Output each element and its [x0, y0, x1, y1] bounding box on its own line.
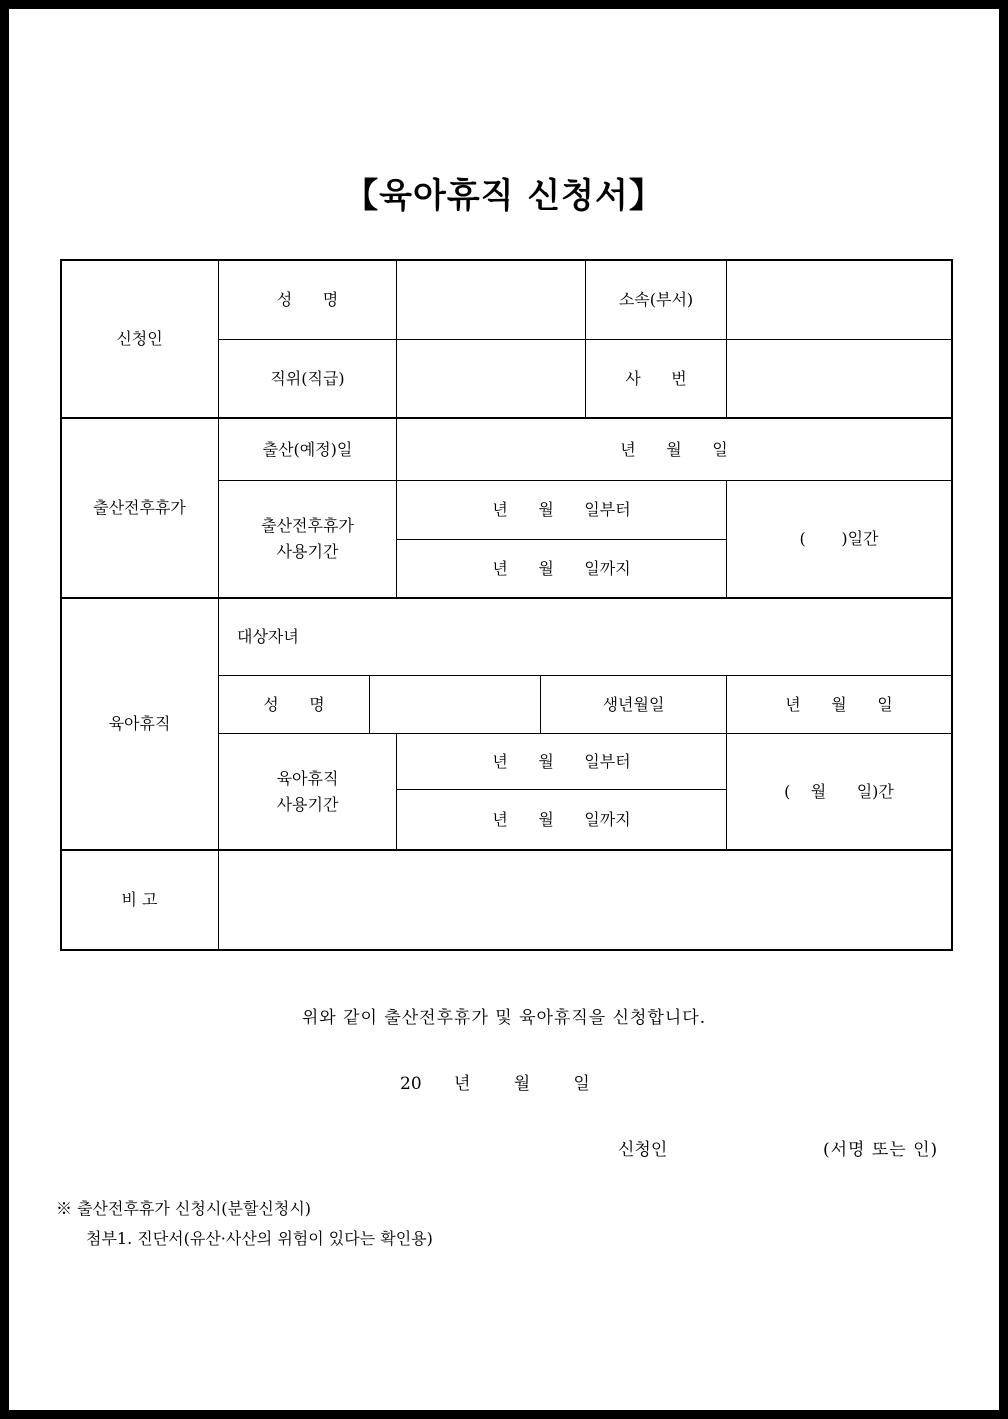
department-field[interactable]	[727, 260, 951, 339]
position-field[interactable]	[397, 340, 585, 418]
applicant-section-label: 신청인	[116, 329, 163, 348]
footnote-line2: 첨부1. 진단서(유산·사산의 위험이 있다는 확인용)	[86, 1229, 433, 1248]
maternity-to-field[interactable]: 년 월 일까지	[492, 558, 631, 578]
childcare-period-label-line2: 사용기간	[276, 794, 339, 814]
remarks-field[interactable]	[219, 851, 951, 949]
maternity-from-field[interactable]: 년 월 일부터	[492, 500, 631, 519]
application-date[interactable]: 20 년 월 일	[400, 1074, 590, 1094]
position-label: 직위(직급)	[270, 369, 345, 388]
childcare-duration-field[interactable]: ( 월 일)간	[784, 781, 894, 801]
remarks-label: 비 고	[121, 890, 158, 909]
page-title: 【육아휴직 신청서】	[344, 176, 664, 216]
birth-date-field[interactable]: 년 월 일	[785, 694, 893, 714]
department-label: 소속(부서)	[618, 289, 694, 309]
target-child-label: 대상자녀	[237, 627, 299, 646]
childcare-period-label-line1: 육아휴직	[276, 768, 339, 788]
table-border-right	[951, 259, 953, 951]
maternity-period-label-line1: 출산전후휴가	[261, 516, 354, 535]
childcare-from-field[interactable]: 년 월 일부터	[492, 751, 631, 771]
childcare-to-field[interactable]: 년 월 일까지	[492, 809, 631, 829]
signature-label: 신청인	[618, 1140, 668, 1160]
childcare-period-label	[219, 734, 396, 849]
employee-number-label: 사 번	[625, 369, 687, 388]
maternity-period-label-line2: 사용기간	[276, 542, 339, 561]
name-field[interactable]	[397, 260, 585, 339]
name-label: 성 명	[276, 289, 339, 309]
signature-field[interactable]: (서명 또는 인)	[823, 1140, 939, 1160]
employee-number-field[interactable]	[727, 340, 951, 418]
child-name-field[interactable]	[370, 676, 540, 733]
application-statement: 위와 같이 출산전후휴가 및 육아휴직을 신청합니다.	[301, 1008, 707, 1028]
maternity-section-label: 출산전후휴가	[93, 498, 186, 517]
birth-date-label: 생년월일	[602, 694, 665, 714]
childcare-section-label: 육아휴직	[108, 714, 171, 733]
due-date-field[interactable]: 년 월 일	[620, 439, 728, 459]
due-date-label: 출산(예정)일	[262, 439, 353, 459]
child-name-label: 성 명	[263, 694, 325, 714]
maternity-period-label	[219, 481, 396, 597]
footnote-line1: ※ 출산전후휴가 신청시(분할신청시)	[56, 1199, 312, 1218]
table-border-bottom	[60, 949, 953, 951]
maternity-days-field[interactable]: ( )일간	[799, 529, 879, 548]
